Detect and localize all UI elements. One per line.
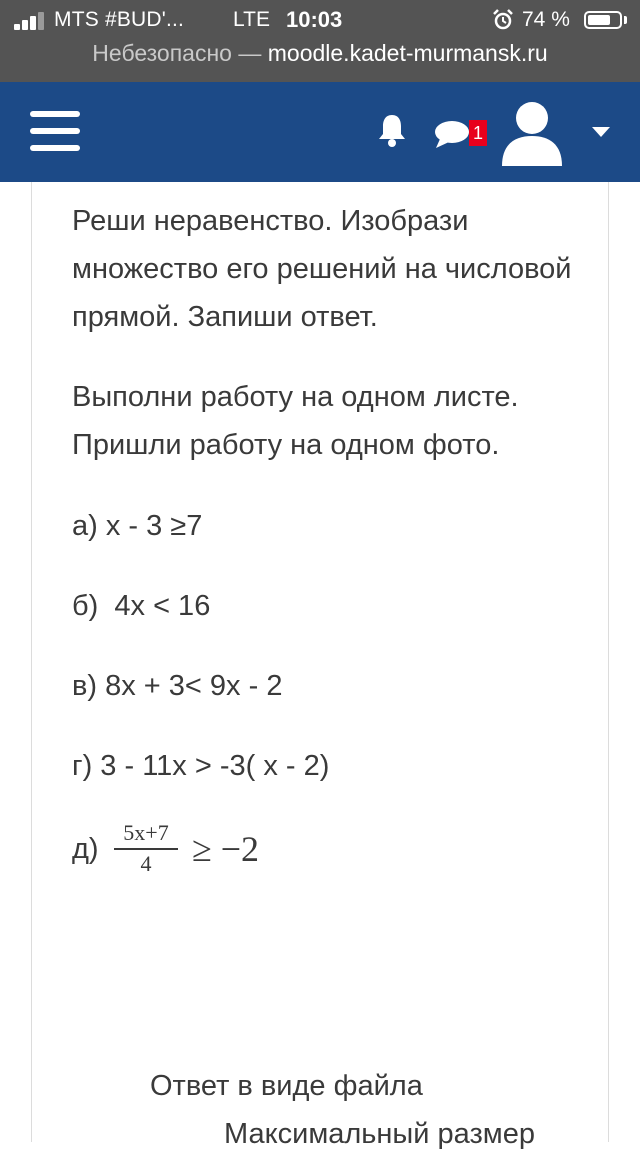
task-c: в) 8х + 3< 9х - 2	[72, 670, 283, 702]
work-note-text: Выполни работу на одном листе. Пришли работу на одном фото.	[72, 381, 519, 461]
security-warning: Небезопасно —	[92, 40, 262, 66]
url-domain: moodle.kadet-murmansk.ru	[267, 40, 548, 66]
task-b: б) 4х < 16	[72, 590, 211, 622]
caret-down-icon[interactable]	[592, 126, 610, 138]
task-d: г) 3 - 11х > -3( х - 2)	[72, 750, 330, 782]
task-a: а) х - 3 ≥7	[72, 510, 203, 542]
browser-chrome	[0, 0, 640, 82]
alarm-icon	[492, 9, 514, 31]
carrier-name: MTS #BUD'...	[54, 8, 185, 31]
signal-icon	[14, 12, 48, 30]
bell-icon[interactable]	[376, 112, 408, 148]
fraction-denominator: 4	[140, 850, 152, 876]
status-bar	[0, 0, 640, 40]
fraction	[114, 820, 178, 877]
chat-icon[interactable]	[434, 118, 472, 150]
clock: 10:03	[286, 7, 343, 32]
answer-file-label: Ответ в виде файла	[150, 1070, 423, 1102]
fraction-inequality: ≥ −2	[192, 829, 260, 869]
fraction-bar	[114, 848, 178, 850]
battery-tip	[624, 16, 627, 24]
moodle-navbar	[0, 82, 640, 182]
user-avatar-icon[interactable]	[497, 96, 567, 166]
max-size-label: Максимальный размер	[224, 1118, 535, 1150]
url-bar[interactable]	[0, 40, 640, 80]
messages-badge: 1	[469, 120, 487, 146]
task-e-label: д)	[72, 833, 99, 865]
hamburger-icon[interactable]	[30, 109, 80, 153]
fraction-numerator: 5x+7	[123, 820, 169, 845]
battery-percent: 74 %	[522, 8, 570, 31]
instruction-text: Реши неравенство. Изобрази множество его решений на числовой прямой. Запиши ответ.	[72, 205, 572, 333]
network-type: LTE	[233, 8, 270, 31]
battery-icon	[584, 11, 622, 29]
